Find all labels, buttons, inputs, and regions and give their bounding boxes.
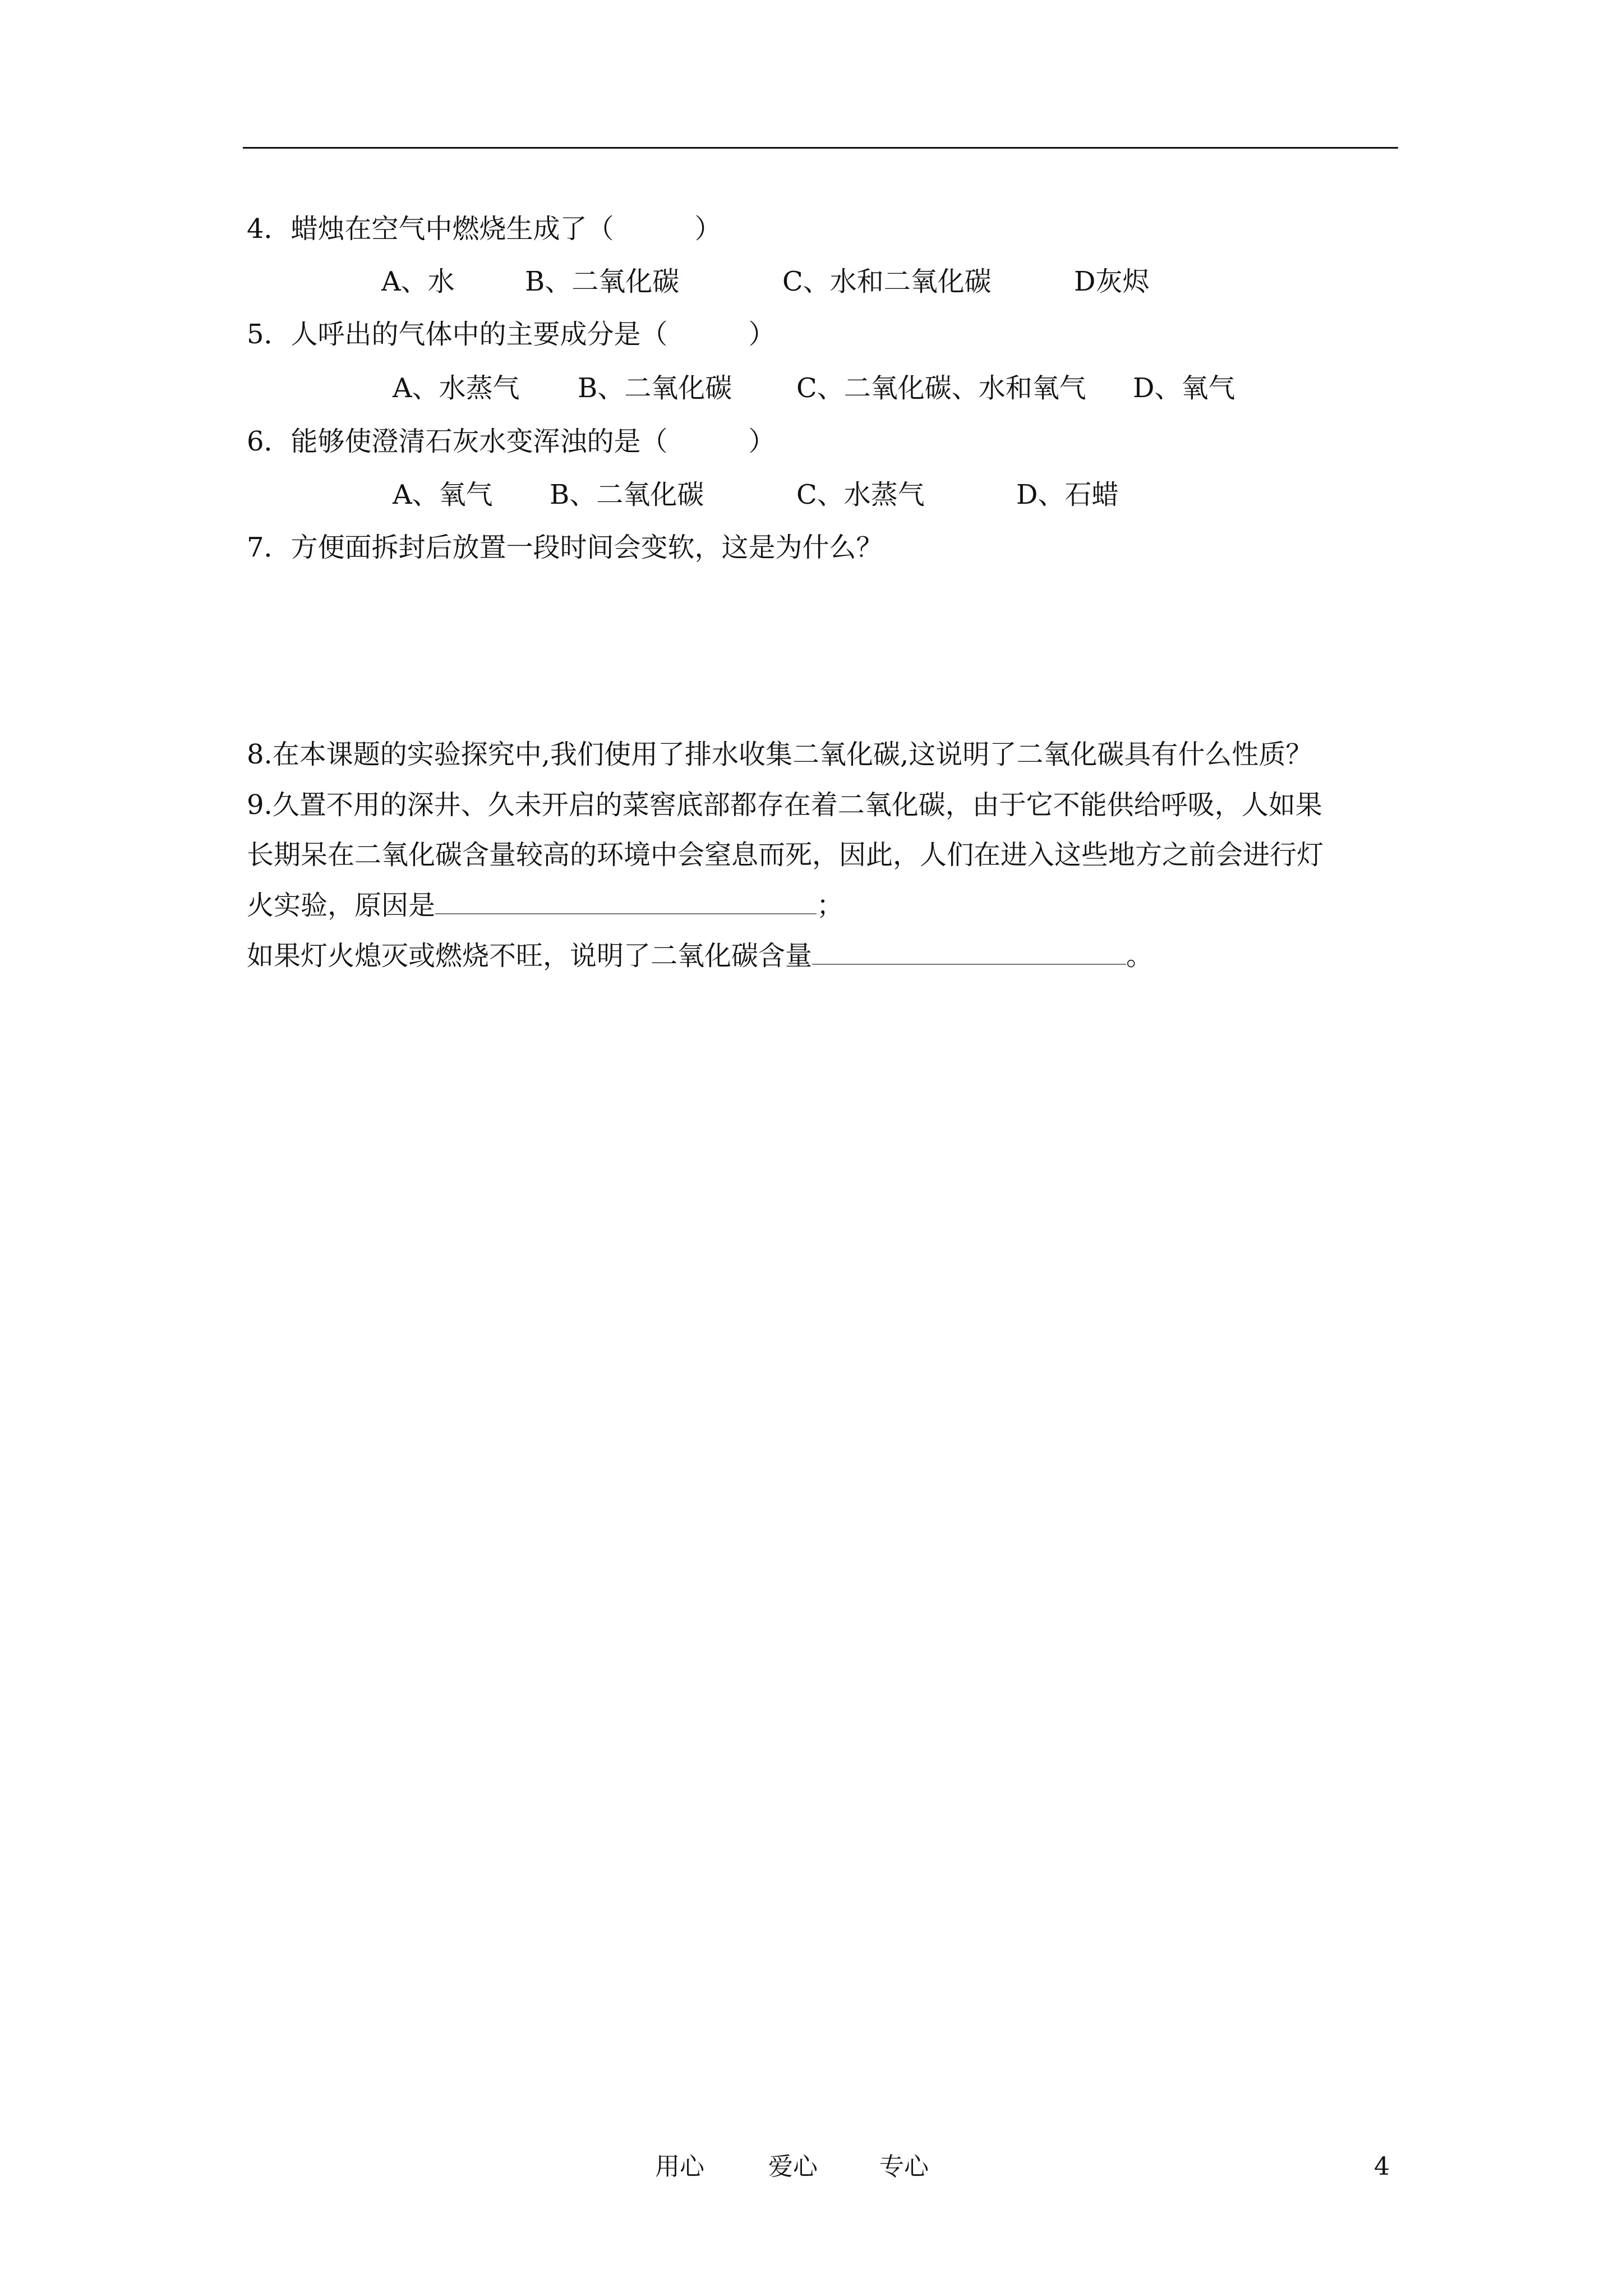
- q4-option-c: C、水和二氧化碳: [782, 266, 992, 297]
- q5-option-d: D、氧气: [1133, 372, 1235, 404]
- q6-option-c: C、水蒸气: [796, 479, 925, 510]
- question-9-line-2: 长期呆在二氧化碳含量较高的环境中会窒息而死，因此，人们在进入这些地方之前会进行灯: [247, 839, 1324, 871]
- q5-option-c: C、二氧化碳、水和氧气: [796, 372, 1086, 404]
- question-9-line-1: 9.久置不用的深井、久未开启的菜窖底部都存在着二氧化碳，由于它不能供给呼吸，人如果: [247, 789, 1322, 821]
- question-9-line-4: [247, 939, 1153, 973]
- q4-option-a: A、水: [381, 266, 455, 297]
- footer-motto-2: 爱心: [768, 2152, 818, 2181]
- footer-motto-3: 专心: [879, 2152, 929, 2181]
- q9-content-blank[interactable]: [812, 939, 1126, 965]
- question-5-stem: 5．人呼出的气体中的主要成分是（ ）: [247, 319, 776, 350]
- question-9-line-3: [247, 889, 843, 922]
- question-6-stem: 6．能够使澄清石灰水变浑浊的是（ ）: [247, 426, 776, 457]
- question-4-options: [381, 265, 1223, 298]
- footer-motto-1: 用心: [655, 2152, 704, 2181]
- q4-option-b: B、二氧化碳: [525, 266, 680, 297]
- question-8-stem: 8.在本课题的实验探究中,我们使用了排水收集二氧化碳,这说明了二氧化碳具有什么性质？: [247, 739, 1313, 770]
- q9-content-suffix: 。: [1126, 940, 1154, 972]
- question-6-options: [393, 478, 1234, 512]
- q5-option-b: B、二氧化碳: [578, 372, 732, 404]
- question-7-stem: 7．方便面拆封后放置一段时间会变软，这是为什么？: [247, 532, 883, 563]
- question-5-options: [393, 371, 1346, 405]
- header-rule: [243, 147, 1398, 149]
- q9-reason-prefix: 火实验，原因是: [247, 890, 436, 921]
- q6-option-d: D、石蜡: [1016, 479, 1119, 510]
- q6-option-a: A、氧气: [393, 479, 493, 510]
- q9-content-prefix: 如果灯火熄灭或燃烧不旺，说明了二氧化碳含量: [247, 940, 813, 972]
- page-number: 4: [1374, 2152, 1390, 2181]
- q5-option-a: A、水蒸气: [393, 372, 520, 404]
- q9-reason-blank[interactable]: [435, 889, 817, 914]
- q6-option-b: B、二氧化碳: [550, 479, 704, 510]
- question-4-stem: 4．蜡烛在空气中燃烧生成了（ ）: [247, 213, 722, 245]
- q4-option-d: D灰烬: [1074, 266, 1150, 297]
- q9-reason-suffix: ；: [817, 890, 844, 921]
